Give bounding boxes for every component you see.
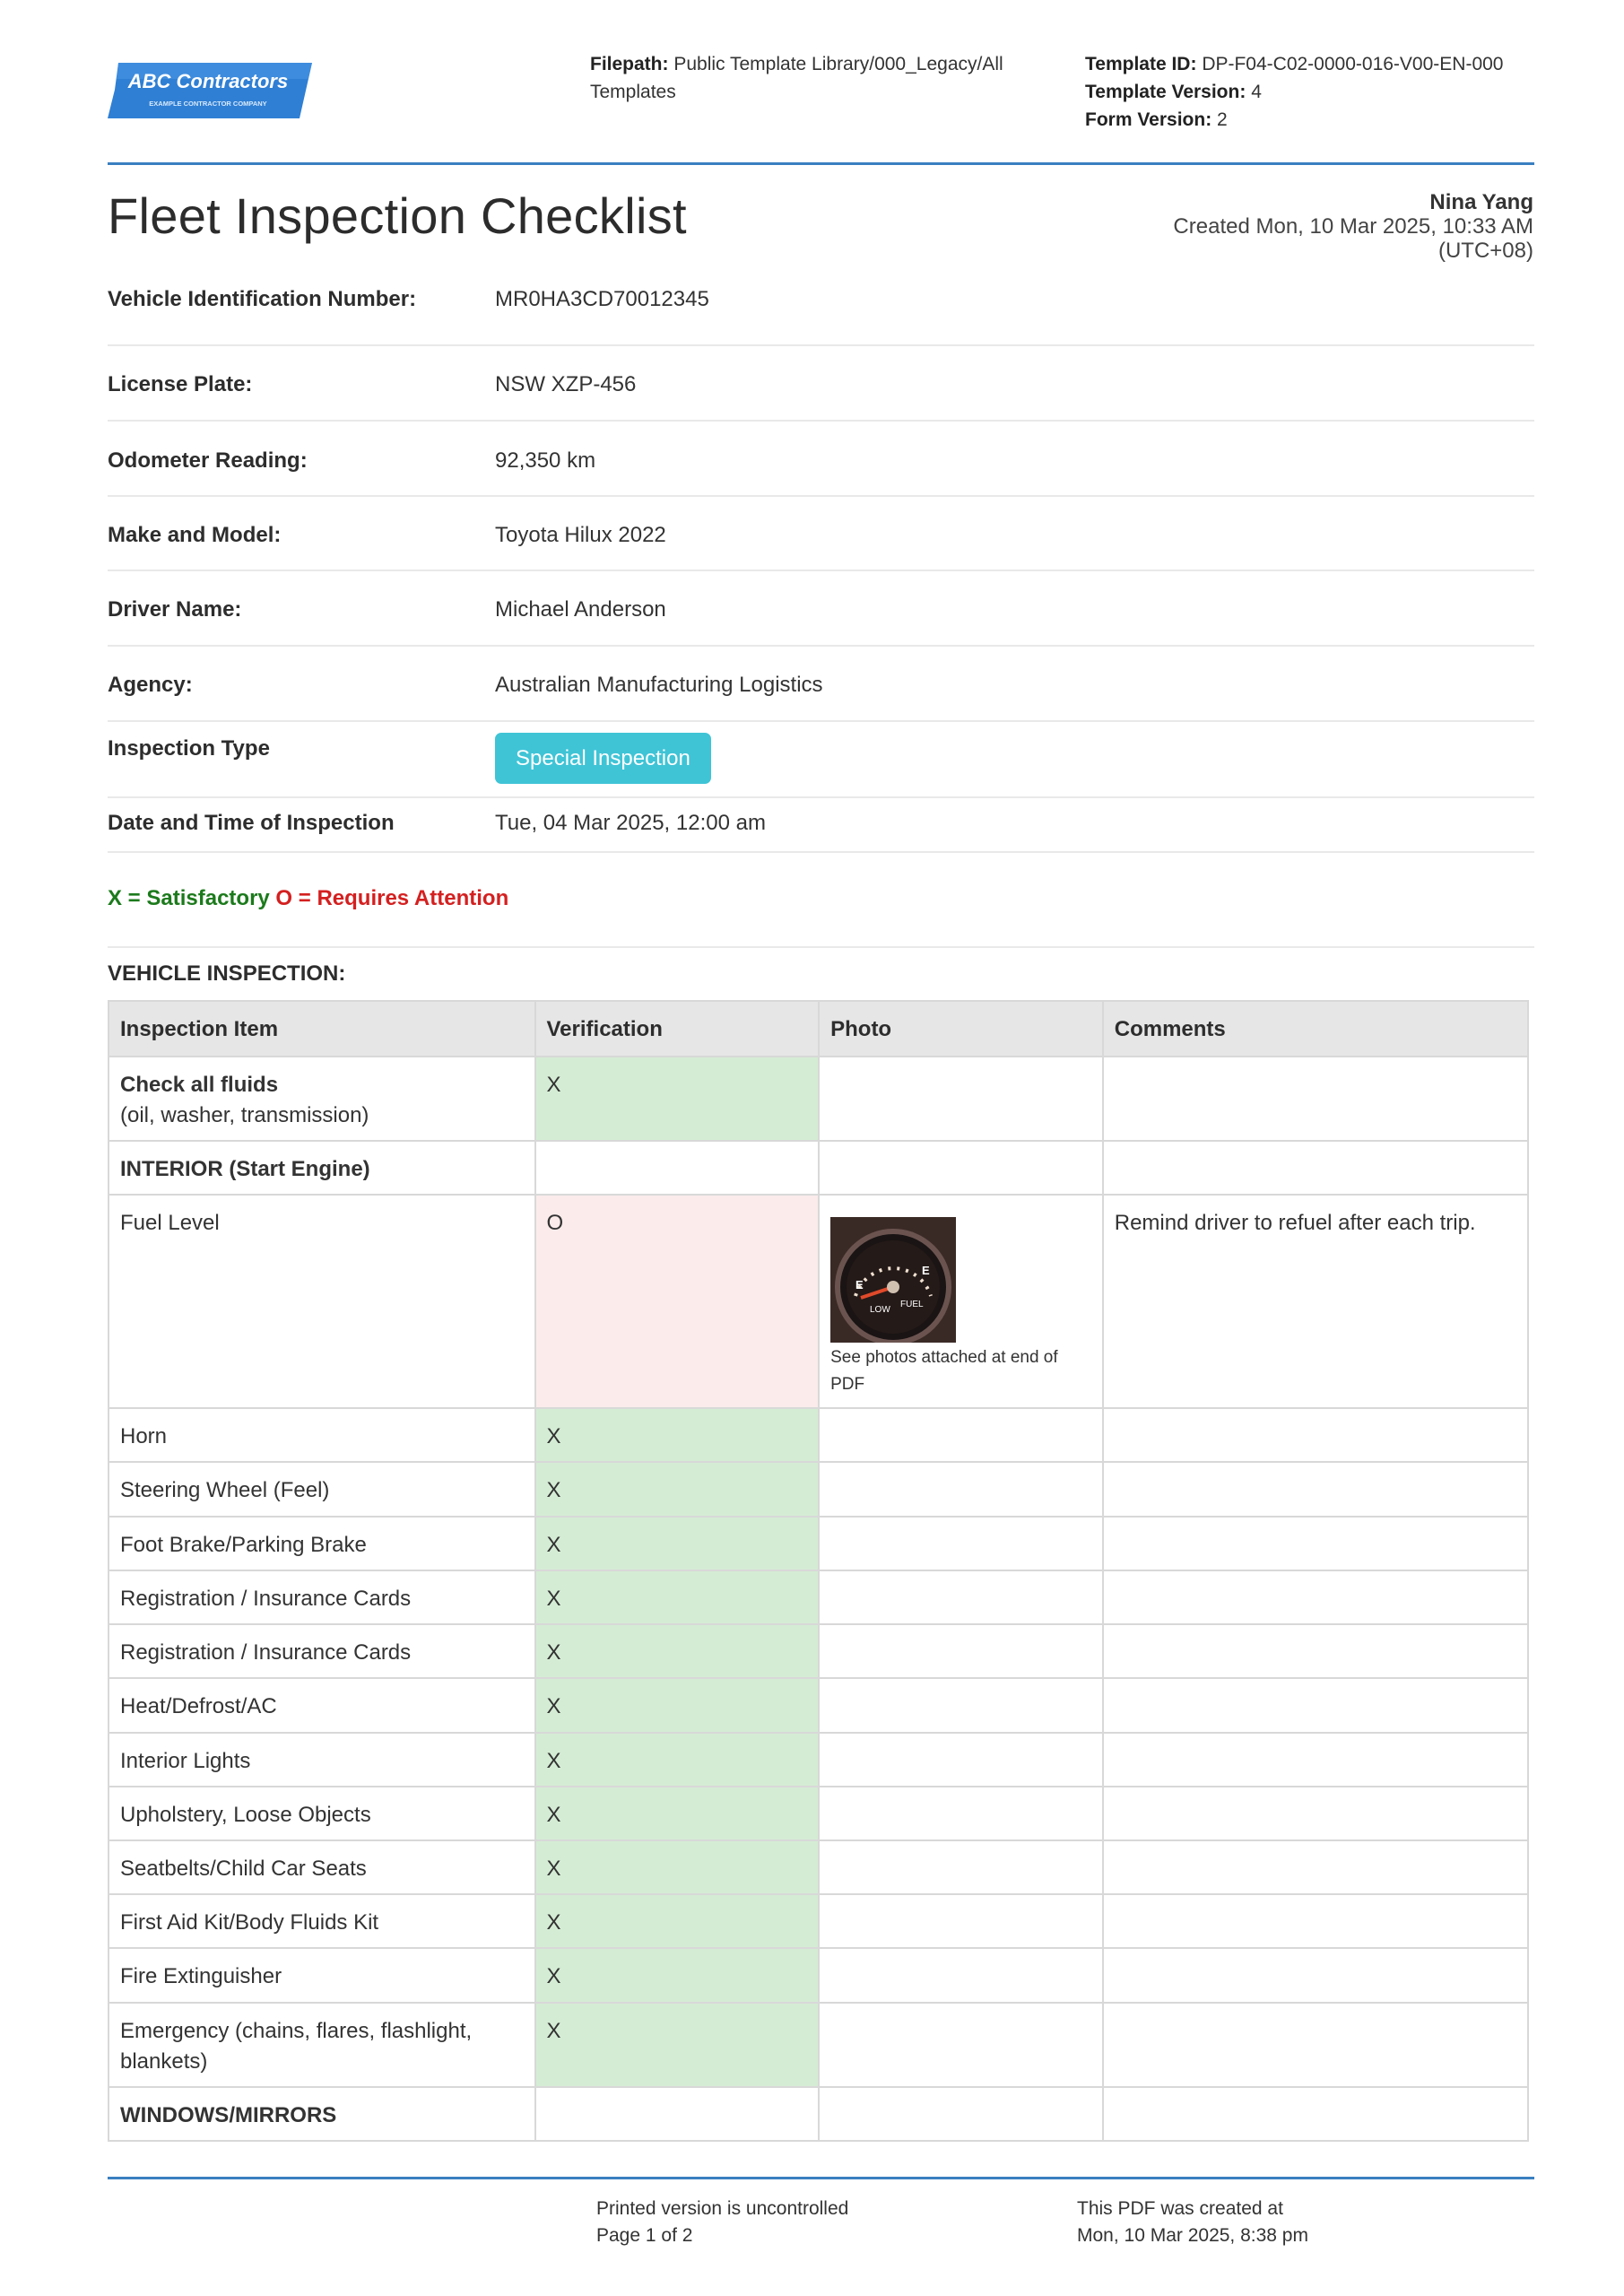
item-cell: Foot Brake/Parking Brake (109, 1517, 535, 1570)
item-cell: Registration / Insurance Cards (109, 1570, 535, 1624)
col-header-comments: Comments (1103, 1001, 1528, 1057)
svg-text:FUEL: FUEL (900, 1300, 924, 1309)
item-subtitle: (oil, washer, transmission) (120, 1103, 369, 1127)
section-row (109, 2087, 1528, 2141)
photo-caption: See photos attached at end of PDF (830, 1348, 1058, 1394)
comment-cell (1103, 2003, 1528, 2087)
comment-cell (1103, 1408, 1528, 1462)
photo-cell (819, 1678, 1103, 1733)
section-label: INTERIOR (Start Engine) (109, 1141, 535, 1195)
driver-value: Michael Anderson (495, 597, 666, 622)
item-cell: Horn (109, 1408, 535, 1462)
item-title: Check all fluids (120, 1073, 279, 1097)
plate-value: NSW XZP-456 (495, 372, 637, 396)
item-cell: Interior Lights (109, 1733, 535, 1787)
field-row-driver (108, 571, 1534, 647)
agency-value: Australian Manufacturing Logistics (495, 673, 823, 697)
field-row-odometer (108, 422, 1534, 497)
item-cell: First Aid Kit/Body Fluids Kit (109, 1894, 535, 1948)
comment-cell (1103, 1462, 1528, 1517)
photo-cell (819, 1840, 1103, 1894)
template-version-value: 4 (1251, 82, 1262, 102)
photo-cell (819, 1141, 1103, 1195)
field-row-make (108, 497, 1534, 571)
table-row (109, 1517, 1528, 1570)
table-row (109, 1733, 1528, 1787)
item-cell: Upholstery, Loose Objects (109, 1787, 535, 1840)
verification-cell: X (535, 1570, 820, 1624)
page-number: Page 1 of 2 (596, 2225, 693, 2246)
photo-cell (819, 1462, 1103, 1517)
verification-cell: X (535, 1408, 820, 1462)
photo-cell (819, 1624, 1103, 1678)
comment-cell (1103, 1948, 1528, 2003)
form-version-label: Form Version: (1085, 109, 1212, 130)
svg-text:E: E (855, 1278, 864, 1292)
comment-cell: Remind driver to refuel after each trip. (1103, 1195, 1528, 1408)
vin-label: Vehicle Identification Number: (108, 287, 417, 311)
item-cell: Seatbelts/Child Car Seats (109, 1840, 535, 1894)
photo-cell (819, 2087, 1103, 2141)
legend-attention: O = Requires Attention (275, 886, 509, 910)
comment-cell (1103, 1787, 1528, 1840)
footer-divider (108, 2177, 1534, 2179)
table-row (109, 1948, 1528, 2003)
created-timezone: (UTC+08) (1437, 239, 1533, 263)
comment-cell (1103, 2087, 1528, 2141)
verification-cell: O (535, 1195, 820, 1408)
driver-label: Driver Name: (108, 597, 242, 622)
pdf-created-value: Mon, 10 Mar 2025, 8:38 pm (1077, 2225, 1308, 2246)
inspection-table (108, 1000, 1529, 2142)
photo-cell (819, 1057, 1103, 1141)
photo-cell (819, 1733, 1103, 1787)
datetime-label: Date and Time of Inspection (108, 811, 395, 835)
uncontrolled-note: Printed version is uncontrolled (596, 2198, 849, 2219)
comment-cell (1103, 1678, 1528, 1733)
photo-cell (819, 1948, 1103, 2003)
verification-cell: X (535, 1840, 820, 1894)
verification-cell: X (535, 1787, 820, 1840)
creator-info (1173, 190, 1533, 263)
table-row (109, 1678, 1528, 1733)
section-title: VEHICLE INSPECTION: (108, 961, 346, 986)
verification-cell: X (535, 1948, 820, 2003)
comment-cell (1103, 1141, 1528, 1195)
comment-cell (1103, 1517, 1528, 1570)
form-version-value: 2 (1217, 109, 1228, 130)
agency-label: Agency: (108, 673, 193, 697)
verification-cell: X (535, 1678, 820, 1733)
verification-legend (108, 886, 508, 911)
photo-cell (819, 1195, 1103, 1408)
field-row-datetime (108, 798, 1534, 853)
table-row (109, 1840, 1528, 1894)
filepath-value: Public Template Library/000_Legacy/All Templates (590, 54, 1003, 102)
svg-text:ABC Contractors: ABC Contractors (127, 70, 289, 92)
verification-cell: X (535, 2003, 820, 2087)
inspection-type-label: Inspection Type (108, 736, 270, 761)
col-header-item: Inspection Item (109, 1001, 535, 1057)
svg-text:LOW: LOW (870, 1305, 890, 1315)
inspection-type-badge: Special Inspection (495, 733, 711, 784)
template-id-value: DP-F04-C02-0000-016-V00-EN-000 (1202, 54, 1504, 74)
table-row (109, 1624, 1528, 1678)
template-meta (1085, 50, 1551, 134)
odometer-value: 92,350 km (495, 448, 596, 473)
template-version (1085, 78, 1551, 106)
item-cell: Heat/Defrost/AC (109, 1678, 535, 1733)
document-header (108, 50, 1533, 165)
photo-cell (819, 1894, 1103, 1948)
table-header-row (109, 1001, 1528, 1057)
section-row (109, 1141, 1528, 1195)
verification-cell: X (535, 1057, 820, 1141)
verification-cell: X (535, 1462, 820, 1517)
col-header-photo: Photo (819, 1001, 1103, 1057)
footer-left (596, 2196, 848, 2249)
filepath-label: Filepath: (590, 54, 669, 74)
field-row-plate (108, 346, 1534, 422)
comment-cell (1103, 1624, 1528, 1678)
plate-label: License Plate: (108, 372, 253, 396)
template-version-label: Template Version: (1085, 82, 1246, 102)
comment-cell (1103, 1570, 1528, 1624)
company-logo (108, 59, 314, 122)
verification-cell (535, 2087, 820, 2141)
verification-cell: X (535, 1733, 820, 1787)
comment-cell (1103, 1894, 1528, 1948)
field-row-agency (108, 647, 1534, 722)
make-label: Make and Model: (108, 523, 282, 547)
photo-cell (819, 1408, 1103, 1462)
table-row (109, 1462, 1528, 1517)
template-id-label: Template ID: (1085, 54, 1197, 74)
fuel-gauge-photo[interactable] (830, 1217, 956, 1343)
table-row (109, 1195, 1528, 1408)
item-cell: Registration / Insurance Cards (109, 1624, 535, 1678)
svg-text:E: E (922, 1264, 930, 1277)
photo-cell (819, 1517, 1103, 1570)
page-title: Fleet Inspection Checklist (108, 187, 687, 244)
field-row-inspection-type (108, 722, 1534, 798)
legend-divider (108, 946, 1534, 948)
table-row (109, 1894, 1528, 1948)
photo-cell (819, 1570, 1103, 1624)
comment-cell (1103, 1840, 1528, 1894)
item-cell: Steering Wheel (Feel) (109, 1462, 535, 1517)
footer-right (1077, 2196, 1308, 2249)
table-row (109, 1787, 1528, 1840)
photo-cell (819, 1787, 1103, 1840)
vehicle-fields (108, 260, 1534, 853)
table-row (109, 1408, 1528, 1462)
item-cell: Fuel Level (109, 1195, 535, 1408)
comment-cell (1103, 1733, 1528, 1787)
verification-cell (535, 1141, 820, 1195)
form-version (1085, 106, 1551, 134)
item-cell: Emergency (chains, flares, flashlight, blankets) (109, 2003, 535, 2087)
table-row (109, 2003, 1528, 2087)
verification-cell: X (535, 1894, 820, 1948)
template-id (1085, 50, 1551, 78)
make-value: Toyota Hilux 2022 (495, 523, 666, 547)
comment-cell (1103, 1057, 1528, 1141)
svg-text:EXAMPLE CONTRACTOR COMPANY: EXAMPLE CONTRACTOR COMPANY (149, 100, 267, 108)
verification-cell: X (535, 1517, 820, 1570)
item-cell: Fire Extinguisher (109, 1948, 535, 2003)
datetime-value: Tue, 04 Mar 2025, 12:00 am (495, 811, 766, 835)
creator-name: Nina Yang (1429, 190, 1533, 214)
pdf-created-label: This PDF was created at (1077, 2198, 1283, 2219)
vin-value: MR0HA3CD70012345 (495, 287, 709, 311)
created-date: Created Mon, 10 Mar 2025, 10:33 AM (1173, 214, 1533, 239)
odometer-label: Odometer Reading: (108, 448, 308, 473)
table-row (109, 1057, 1528, 1141)
section-label: WINDOWS/MIRRORS (109, 2087, 535, 2141)
col-header-verification: Verification (535, 1001, 820, 1057)
field-row-vin (108, 260, 1534, 346)
header-divider (108, 162, 1534, 165)
legend-satisfactory: X = Satisfactory (108, 886, 270, 910)
verification-cell: X (535, 1624, 820, 1678)
photo-cell (819, 2003, 1103, 2087)
filepath (590, 50, 1038, 106)
inspection-type-value (495, 733, 711, 784)
table-row (109, 1570, 1528, 1624)
item-cell (109, 1057, 535, 1141)
